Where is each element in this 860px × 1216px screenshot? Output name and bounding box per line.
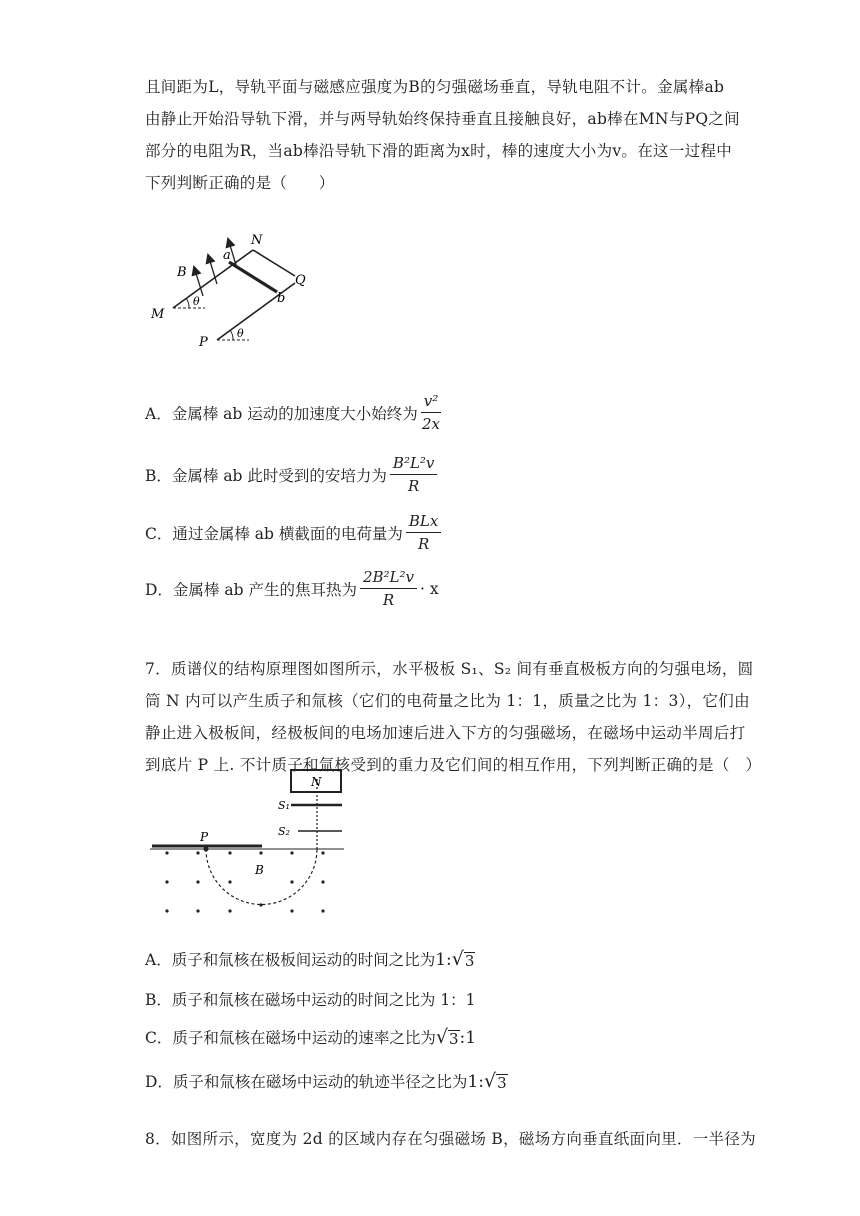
label-N-box: N	[311, 775, 322, 789]
label-S2: S₂	[278, 825, 290, 838]
label-b: b	[277, 291, 286, 306]
q6-option-c[interactable]	[145, 512, 444, 553]
q6-line-1: 且间距为L，导轨平面与磁感应强度为B的匀强磁场垂直，导轨电阻不计。金属棒ab	[145, 78, 725, 96]
q7-option-c[interactable]	[145, 1026, 476, 1048]
q7-option-a-expr: 1: √ 3	[435, 948, 475, 970]
q6-option-d-tail: · x	[419, 579, 439, 598]
label-a: a	[223, 248, 231, 263]
q7-spectrometer-figure	[150, 767, 350, 919]
q7-option-b-text: B．质子和氚核在磁场中运动的时间之比为 1：1	[145, 991, 476, 1009]
q6-option-c-text: C．通过金属棒 ab 横截面的电荷量为	[145, 524, 403, 543]
q7-option-a-text: A．质子和氚核在极板间运动的时间之比为	[145, 951, 436, 969]
q6-option-a-text: A．金属棒 ab 运动的加速度大小始终为	[145, 404, 418, 423]
q6-option-a[interactable]	[145, 392, 444, 433]
label-P: P	[199, 335, 208, 350]
label-B-field: B	[255, 863, 264, 877]
q6-rails-figure	[145, 228, 335, 350]
q7-option-d-expr: 1: √ 3	[467, 1070, 507, 1092]
label-theta-1: θ	[193, 295, 200, 308]
q7-line-1: 7．质谱仪的结构原理图如图所示，水平极板 S₁、S₂ 间有垂直极板方向的匀强电场，圆	[145, 660, 754, 678]
q6-line-4: 下列判断正确的是（ ）	[145, 174, 335, 192]
q7-line-2: 筒 N 内可以产生质子和氚核（它们的电荷量之比为 1：1，质量之比为 1：3），它们由	[145, 692, 750, 710]
q7-option-d-text: D．质子和氚核在磁场中运动的轨迹半径之比为	[145, 1073, 468, 1091]
q6-line-2: 由静止开始沿导轨下滑，并与两导轨始终保持垂直且接触良好，ab棒在MN与PQ之间	[145, 110, 740, 128]
label-M: M	[151, 307, 165, 322]
q7-option-c-expr: √ 3 :1	[435, 1026, 477, 1048]
q6-option-b-text: B．金属棒 ab 此时受到的安培力为	[145, 466, 387, 485]
q7-option-b[interactable]	[145, 988, 476, 1010]
label-S1: S₁	[278, 799, 290, 812]
q7-option-d[interactable]	[145, 1070, 508, 1092]
label-Q: Q	[295, 273, 306, 288]
q7-line-4: 到底片 P 上. 不计质子和氚核受到的重力及它们间的相互作用，下列判断正确的是（ ）	[145, 756, 762, 774]
label-P-film: P	[200, 830, 209, 844]
label-theta-2: θ	[237, 327, 244, 340]
q6-option-d[interactable]	[145, 568, 439, 609]
q6-option-b[interactable]	[145, 454, 440, 495]
q8-line-1: 8．如图所示，宽度为 2d 的区域内存在匀强磁场 B，磁场方向垂直纸面向里．一半径为	[145, 1130, 756, 1148]
q6-option-b-fraction: $\frac{\text{B²L²v}}{R}$	[390, 454, 437, 495]
q6-option-d-fraction: $\frac{\text{2B²L²v}}{R}$	[360, 568, 417, 609]
q6-option-a-fraction: $\frac{\text{v²}}{2x}$	[421, 392, 440, 433]
q6-option-d-text: D．金属棒 ab 产生的焦耳热为	[145, 580, 357, 599]
q6-line-3: 部分的电阻为R，当ab棒沿导轨下滑的距离为x时，棒的速度大小为v。在这一过程中	[145, 142, 733, 160]
label-B: B	[177, 265, 187, 280]
q7-option-a[interactable]	[145, 948, 475, 970]
q6-option-c-fraction: $\frac{\text{BLx}}{R}$	[406, 512, 441, 553]
q7-option-c-text: C．质子和氚核在磁场中运动的速率之比为	[145, 1029, 436, 1047]
label-N: N	[251, 233, 263, 248]
q7-line-3: 静止进入极板间，经极板间的电场加速后进入下方的匀强磁场，在磁场中运动半周后打	[145, 724, 746, 742]
